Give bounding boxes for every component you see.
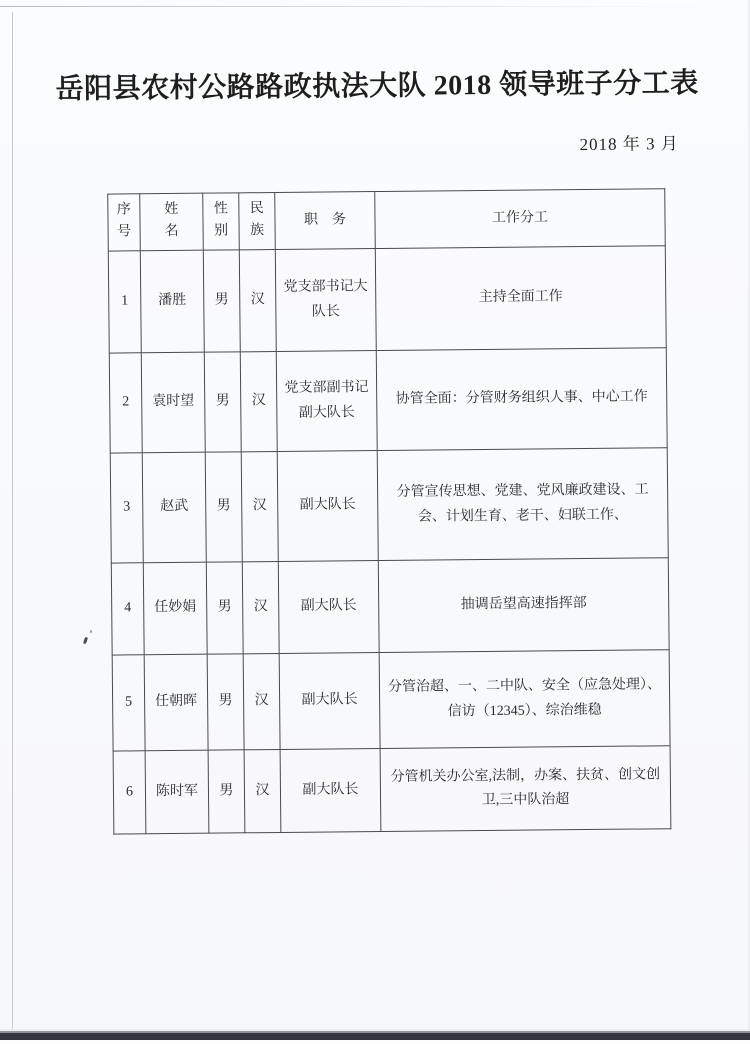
cell-name: 赵武 [142, 452, 206, 563]
cell-no: 1 [108, 251, 141, 353]
cell-ethnicity: 汉 [241, 451, 278, 561]
column-header-duty: 工作分工 [375, 189, 666, 249]
cell-duty: 分管宣传思想、党建、党风廉政建设、工会、计划生育、老干、妇联工作、 [377, 448, 668, 561]
cell-name: 潘胜 [140, 250, 204, 353]
cell-position: 副大队长 [280, 749, 381, 833]
cell-no: 4 [111, 563, 144, 655]
column-header-name: 姓名 [140, 193, 204, 251]
table-row [108, 246, 666, 353]
cell-duty: 协管全面：分管财务组织人事、中心工作 [376, 348, 667, 451]
cell-ethnicity: 汉 [242, 561, 279, 653]
column-header-position: 职 务 [275, 192, 376, 250]
table-row [113, 746, 671, 834]
cell-gender: 男 [206, 562, 243, 654]
cell-no: 3 [110, 453, 143, 563]
cell-gender: 男 [207, 654, 244, 750]
scan-bottom-band [0, 1033, 750, 1040]
paper-edge-left [12, 12, 13, 1032]
cell-ethnicity: 汉 [240, 351, 277, 451]
cell-no: 6 [113, 751, 146, 834]
cell-ethnicity: 汉 [244, 749, 281, 832]
cell-gender: 男 [208, 750, 245, 833]
paper-edge-top [0, 6, 750, 7]
column-header-ethnicity: 民族 [239, 192, 276, 249]
cell-gender: 男 [203, 250, 240, 352]
cell-position: 党支部书记大队长 [275, 249, 376, 352]
cell-name: 任妙娟 [143, 562, 207, 655]
cell-ethnicity: 汉 [243, 653, 280, 749]
cell-name: 任朝晖 [144, 654, 208, 751]
cell-position: 副大队长 [278, 561, 379, 654]
date-label: 2018 年 3 月 [579, 134, 679, 155]
cell-duty: 分管治超、一、二中队、安全（应急处理）、信访（12345）、综治维稳 [379, 650, 670, 749]
header-row [108, 189, 666, 251]
cell-position: 党支部副书记副大队长 [276, 351, 377, 452]
cell-position: 副大队长 [279, 653, 380, 750]
cell-position: 副大队长 [277, 451, 378, 562]
cell-ethnicity: 汉 [239, 249, 276, 351]
column-header-no: 序号 [108, 194, 141, 251]
cell-duty: 抽调岳望高速指挥部 [378, 558, 669, 653]
ink-speck-small [90, 630, 92, 633]
table-row [111, 558, 669, 655]
cell-name: 陈时军 [145, 750, 209, 834]
cell-no: 5 [112, 655, 145, 751]
cell-name: 袁时望 [141, 352, 205, 453]
cell-no: 2 [109, 353, 142, 453]
cell-gender: 男 [205, 452, 242, 562]
page-title: 岳阳县农村公路路政执法大队 2018 领导班子分工表 [55, 67, 699, 106]
cell-gender: 男 [204, 352, 241, 452]
table-row [112, 650, 670, 751]
table-row [109, 348, 667, 453]
assignment-table [107, 188, 671, 834]
table-row [110, 448, 668, 563]
cell-duty: 主持全面工作 [375, 246, 666, 351]
column-header-gender: 性别 [203, 193, 240, 250]
cell-duty: 分管机关办公室,法制，办案、扶贫、创文创卫,三中队治超 [380, 746, 671, 832]
